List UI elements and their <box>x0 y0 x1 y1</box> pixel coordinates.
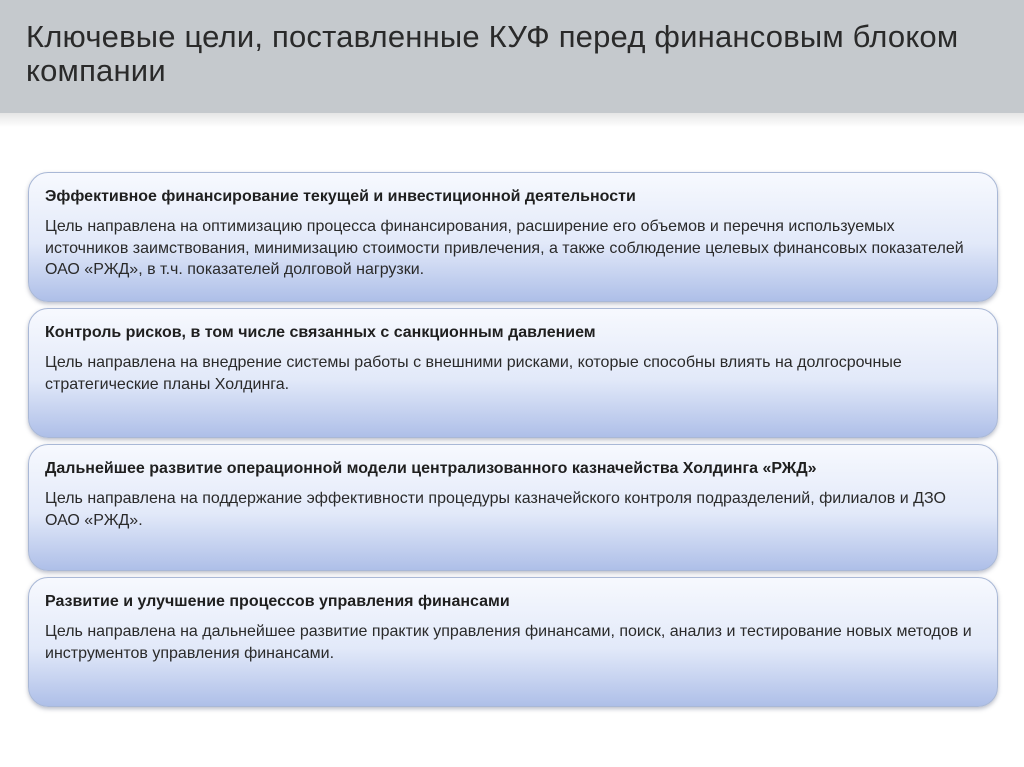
goals-list <box>28 172 998 713</box>
goal-heading: Развитие и улучшение процессов управления финансами <box>45 593 510 610</box>
goal-description: Цель направлена на дальнейшее развитие практик управления финансами, поиск, анализ и тестирование новых методов и инструментов управления финансами. <box>45 623 972 662</box>
goal-heading: Контроль рисков, в том числе связанных с санкционным давлением <box>45 324 596 341</box>
title-band <box>0 0 1024 113</box>
goal-description: Цель направлена на внедрение системы работы с внешними рисками, которые способны влиять на долгосрочные стратегические планы Холдинга. <box>45 354 902 393</box>
goal-card-financing <box>28 172 998 302</box>
title-band-shadow <box>0 113 1024 127</box>
goal-description: Цель направлена на оптимизацию процесса финансирования, расширение его объемов и перечня используемых источников заимствования, минимизацию стоимости привлечения, а также соблюдение целевых финансовых показателей ОАО «РЖД», в т.ч. показателей долговой нагрузки. <box>45 218 964 278</box>
goal-card-finance-management <box>28 577 998 707</box>
goal-card-risk-control <box>28 308 998 438</box>
slide-title: Ключевые цели, поставленные КУФ перед финансовым блоком компании <box>26 19 959 88</box>
goal-heading: Дальнейшее развитие операционной модели централизованного казначейства Холдинга «РЖД» <box>45 460 817 477</box>
goal-card-treasury-model <box>28 444 998 571</box>
goal-description: Цель направлена на поддержание эффективности процедуры казначейского контроля подразделений, филиалов и ДЗО ОАО «РЖД». <box>45 490 946 529</box>
goal-heading: Эффективное финансирование текущей и инвестиционной деятельности <box>45 188 636 205</box>
